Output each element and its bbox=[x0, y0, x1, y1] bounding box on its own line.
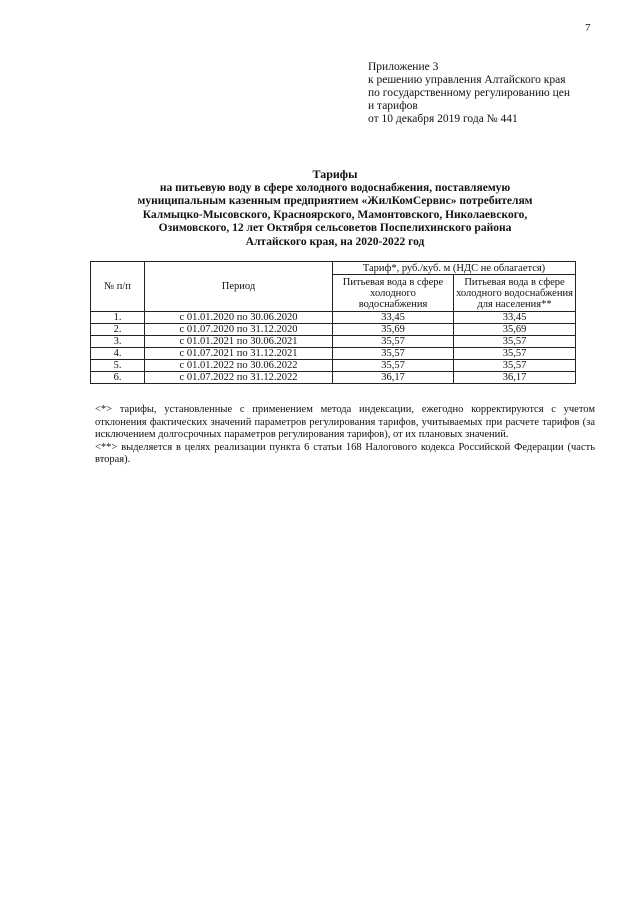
document-title bbox=[95, 168, 575, 249]
row-period: с 01.07.2022 по 31.12.2022 bbox=[145, 372, 333, 384]
row-tariff-1: 35,57 bbox=[333, 336, 454, 348]
title-line: Алтайского края, на 2020-2022 год bbox=[245, 235, 425, 248]
title-line: Озимовского, 12 лет Октября сельсоветов Поспелихинского района bbox=[158, 222, 512, 234]
row-tariff-1: 36,17 bbox=[333, 372, 454, 384]
row-tariff-1: 35,57 bbox=[333, 348, 454, 360]
table-row bbox=[91, 348, 576, 360]
row-period: с 01.01.2022 по 30.06.2022 bbox=[145, 360, 333, 372]
row-tariff-2: 35,57 bbox=[454, 348, 576, 360]
header-tariff-cold-water: Питьевая вода в сфере холодного водоснабжения bbox=[333, 275, 454, 312]
row-tariff-1: 33,45 bbox=[333, 312, 454, 324]
title-main: Тарифы bbox=[312, 167, 358, 181]
title-line: на питьевую воду в сфере холодного водоснабжения, поставляемую bbox=[159, 181, 511, 194]
appendix-line: от 10 декабря 2019 года № 441 bbox=[368, 113, 518, 125]
row-period: с 01.01.2021 по 30.06.2021 bbox=[145, 336, 333, 348]
row-tariff-2: 36,17 bbox=[454, 372, 576, 384]
appendix-line: Приложение 3 bbox=[368, 61, 439, 73]
row-num: 1. bbox=[91, 312, 145, 324]
table-row bbox=[91, 336, 576, 348]
page-number: 7 bbox=[585, 22, 591, 34]
table-row bbox=[91, 360, 576, 372]
row-period: с 01.01.2020 по 30.06.2020 bbox=[145, 312, 333, 324]
row-num: 4. bbox=[91, 348, 145, 360]
title-line: Калмыцко-Мысовского, Красноярского, Мамонтовского, Николаевского, bbox=[142, 208, 528, 221]
appendix-line: к решению управления Алтайского края bbox=[368, 74, 566, 86]
row-period: с 01.07.2020 по 31.12.2020 bbox=[145, 324, 333, 336]
title-line: муниципальным казенным предприятием «ЖилКомСервис» потребителям bbox=[137, 195, 533, 207]
header-period: Период bbox=[145, 262, 333, 312]
appendix-line: по государственному регулированию цен bbox=[368, 87, 571, 99]
row-num: 2. bbox=[91, 324, 145, 336]
row-num: 5. bbox=[91, 360, 145, 372]
header-tariff-group: Тариф*, руб./куб. м (НДС не облагается) bbox=[333, 262, 576, 275]
appendix-line: и тарифов bbox=[368, 100, 418, 112]
tariff-table bbox=[90, 261, 576, 384]
appendix-header bbox=[368, 61, 628, 126]
row-tariff-2: 35,57 bbox=[454, 336, 576, 348]
row-tariff-2: 35,69 bbox=[454, 324, 576, 336]
table-row bbox=[91, 372, 576, 384]
header-num: № п/п bbox=[91, 262, 145, 312]
row-period: с 01.07.2021 по 31.12.2021 bbox=[145, 348, 333, 360]
row-num: 3. bbox=[91, 336, 145, 348]
footnotes bbox=[95, 404, 595, 467]
row-tariff-2: 35,57 bbox=[454, 360, 576, 372]
table-row bbox=[91, 324, 576, 336]
table-row bbox=[91, 312, 576, 324]
row-tariff-1: 35,69 bbox=[333, 324, 454, 336]
row-tariff-2: 33,45 bbox=[454, 312, 576, 324]
header-tariff-population: Питьевая вода в сфере холодного водоснабжения для населения** bbox=[454, 275, 576, 312]
footnote-vat: <**> выделяется в целях реализации пункта 6 статьи 168 Налогового кодекса Российской Федерации (часть вторая). bbox=[95, 441, 595, 465]
footnote-tariff-indexation: <*> тарифы, установленные с применением метода индексации, ежегодно корректируются с учетом отклонения фактических значений параметров регулирования тарифов, учитываемых при расчете тарифов (за исключением долгосрочных параметров регулирования тарифов), от их плановых значений. bbox=[95, 404, 595, 440]
row-num: 6. bbox=[91, 372, 145, 384]
row-tariff-1: 35,57 bbox=[333, 360, 454, 372]
